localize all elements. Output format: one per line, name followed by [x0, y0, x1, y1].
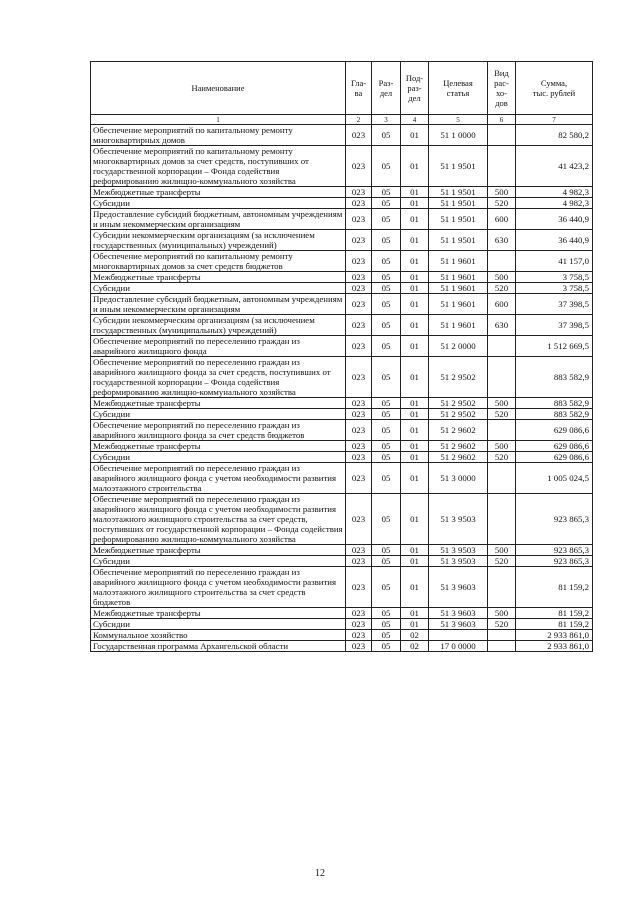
row-razdel: 05 [372, 630, 401, 641]
row-expense-type: 520 [488, 198, 516, 209]
row-amount: 923 865,3 [516, 494, 593, 545]
row-podrazdel: 01 [401, 315, 429, 336]
row-target-article: 51 1 9501 [429, 146, 488, 187]
row-glava: 023 [346, 294, 372, 315]
row-glava: 023 [346, 567, 372, 608]
row-glava: 023 [346, 441, 372, 452]
row-glava: 023 [346, 198, 372, 209]
row-amount: 41 157,0 [516, 251, 593, 272]
row-name: Обеспечение мероприятий по переселению граждан из аварийного жилищного фонда за счет средств, поступивших от государственной корпорации – Фонда содействия реформированию жилищно-коммунального хозяйства [91, 357, 346, 398]
table-row [91, 198, 593, 209]
row-podrazdel: 01 [401, 545, 429, 556]
row-expense-type: 500 [488, 545, 516, 556]
row-glava: 023 [346, 357, 372, 398]
row-target-article: 51 1 9601 [429, 272, 488, 283]
row-razdel: 05 [372, 209, 401, 230]
table-row [91, 398, 593, 409]
row-glava: 023 [346, 556, 372, 567]
row-name: Обеспечение мероприятий по переселению граждан из аварийного жилищного фонда с учетом необходимости развития малоэтажного строительства [91, 463, 346, 494]
row-razdel: 05 [372, 409, 401, 420]
table-row [91, 641, 593, 652]
row-target-article: 51 2 9502 [429, 409, 488, 420]
row-razdel: 05 [372, 545, 401, 556]
table-row [91, 608, 593, 619]
row-name: Обеспечение мероприятий по капитальному ремонту многоквартирных домов за счет средств бюджетов [91, 251, 346, 272]
header-target-article: Целевая статья [429, 62, 488, 115]
row-razdel: 05 [372, 556, 401, 567]
row-podrazdel: 01 [401, 619, 429, 630]
row-glava: 023 [346, 494, 372, 545]
row-target-article: 51 2 9602 [429, 452, 488, 463]
row-expense-type: 600 [488, 294, 516, 315]
row-amount: 37 398,5 [516, 315, 593, 336]
row-expense-type: 630 [488, 230, 516, 251]
row-glava: 023 [346, 125, 372, 146]
row-podrazdel: 01 [401, 294, 429, 315]
row-podrazdel: 01 [401, 198, 429, 209]
row-target-article: 51 1 0000 [429, 125, 488, 146]
row-podrazdel: 01 [401, 230, 429, 251]
row-amount: 2 933 861,0 [516, 630, 593, 641]
table-row [91, 567, 593, 608]
table-row [91, 146, 593, 187]
row-target-article: 51 2 9502 [429, 357, 488, 398]
row-amount: 36 440,9 [516, 230, 593, 251]
row-expense-type: 520 [488, 283, 516, 294]
row-podrazdel: 01 [401, 283, 429, 294]
row-podrazdel: 01 [401, 420, 429, 441]
row-razdel: 05 [372, 494, 401, 545]
row-razdel: 05 [372, 608, 401, 619]
table-row [91, 125, 593, 146]
row-glava: 023 [346, 619, 372, 630]
row-amount: 629 086,6 [516, 452, 593, 463]
row-name: Субсидии [91, 556, 346, 567]
row-podrazdel: 01 [401, 398, 429, 409]
row-amount: 81 159,2 [516, 608, 593, 619]
row-expense-type [488, 146, 516, 187]
row-expense-type: 500 [488, 398, 516, 409]
table-row [91, 315, 593, 336]
table-row [91, 272, 593, 283]
column-number: 1 [91, 115, 346, 125]
row-expense-type [488, 463, 516, 494]
row-amount: 629 086,6 [516, 420, 593, 441]
row-glava: 023 [346, 641, 372, 652]
row-podrazdel: 01 [401, 409, 429, 420]
budget-table [90, 61, 593, 652]
row-expense-type: 520 [488, 409, 516, 420]
row-glava: 023 [346, 452, 372, 463]
row-expense-type: 520 [488, 452, 516, 463]
row-podrazdel: 01 [401, 556, 429, 567]
table-row [91, 630, 593, 641]
header-expense-type: Вид рас- хо- дов [488, 62, 516, 115]
table-row [91, 494, 593, 545]
row-glava: 023 [346, 146, 372, 187]
row-name: Межбюджетные трансферты [91, 545, 346, 556]
row-expense-type [488, 336, 516, 357]
row-amount: 82 580,2 [516, 125, 593, 146]
row-razdel: 05 [372, 357, 401, 398]
row-target-article: 51 1 9601 [429, 251, 488, 272]
row-razdel: 05 [372, 187, 401, 198]
row-expense-type [488, 251, 516, 272]
row-target-article: 51 1 9501 [429, 230, 488, 251]
row-target-article: 51 2 9502 [429, 398, 488, 409]
row-name: Межбюджетные трансферты [91, 608, 346, 619]
header-podrazdel: Под- раз- дел [401, 62, 429, 115]
row-podrazdel: 01 [401, 251, 429, 272]
column-number: 3 [372, 115, 401, 125]
table-row [91, 420, 593, 441]
row-razdel: 05 [372, 398, 401, 409]
row-glava: 023 [346, 251, 372, 272]
row-name: Субсидии некоммерческим организациям (за исключением государственных (муниципальных) учреждений) [91, 315, 346, 336]
row-amount: 2 933 861,0 [516, 641, 593, 652]
row-amount: 923 865,3 [516, 545, 593, 556]
row-razdel: 05 [372, 315, 401, 336]
row-podrazdel: 01 [401, 336, 429, 357]
row-expense-type [488, 641, 516, 652]
row-glava: 023 [346, 272, 372, 283]
table-row [91, 409, 593, 420]
row-amount: 81 159,2 [516, 567, 593, 608]
row-target-article: 51 2 9602 [429, 441, 488, 452]
row-name: Обеспечение мероприятий по переселению граждан из аварийного жилищного фонда с учетом необходимости развития малоэтажного жилищного строительства за счет средств бюджетов [91, 567, 346, 608]
column-number: 4 [401, 115, 429, 125]
header-row [91, 62, 593, 115]
row-name: Обеспечение мероприятий по капитальному ремонту многоквартирных домов [91, 125, 346, 146]
row-glava: 023 [346, 409, 372, 420]
row-name: Межбюджетные трансферты [91, 187, 346, 198]
row-amount: 3 758,5 [516, 283, 593, 294]
row-podrazdel: 01 [401, 441, 429, 452]
row-name: Субсидии [91, 452, 346, 463]
row-amount: 41 423,2 [516, 146, 593, 187]
row-expense-type [488, 494, 516, 545]
row-razdel: 05 [372, 125, 401, 146]
column-number-row [91, 115, 593, 125]
row-expense-type [488, 567, 516, 608]
header-glava: Гла- ва [346, 62, 372, 115]
row-name: Субсидии [91, 409, 346, 420]
row-razdel: 05 [372, 463, 401, 494]
table-row [91, 230, 593, 251]
column-number: 7 [516, 115, 593, 125]
row-podrazdel: 01 [401, 567, 429, 608]
row-podrazdel: 01 [401, 463, 429, 494]
row-name: Обеспечение мероприятий по капитальному ремонту многоквартирных домов за счет средств, поступивших от государственной корпорации – Фонда содействия реформированию жилищно-коммунального хозяйства [91, 146, 346, 187]
row-glava: 023 [346, 230, 372, 251]
row-name: Межбюджетные трансферты [91, 441, 346, 452]
row-podrazdel: 01 [401, 146, 429, 187]
row-amount: 883 582,9 [516, 357, 593, 398]
row-razdel: 05 [372, 230, 401, 251]
row-amount: 629 086,6 [516, 441, 593, 452]
row-expense-type: 600 [488, 209, 516, 230]
row-expense-type: 500 [488, 608, 516, 619]
page-number: 12 [315, 868, 325, 879]
row-amount: 1 005 024,5 [516, 463, 593, 494]
row-razdel: 05 [372, 336, 401, 357]
row-name: Межбюджетные трансферты [91, 398, 346, 409]
table-row [91, 336, 593, 357]
row-glava: 023 [346, 315, 372, 336]
row-podrazdel: 01 [401, 452, 429, 463]
table-row [91, 357, 593, 398]
row-razdel: 05 [372, 619, 401, 630]
column-number: 2 [346, 115, 372, 125]
row-razdel: 05 [372, 452, 401, 463]
row-target-article: 51 1 9601 [429, 283, 488, 294]
row-amount: 923 865,3 [516, 556, 593, 567]
row-razdel: 05 [372, 283, 401, 294]
header-amount: Сумма, тыс. рублей [516, 62, 593, 115]
row-expense-type: 500 [488, 272, 516, 283]
row-target-article: 51 1 9501 [429, 187, 488, 198]
row-razdel: 05 [372, 251, 401, 272]
row-glava: 023 [346, 283, 372, 294]
row-name: Обеспечение мероприятий по переселению граждан из аварийного жилищного фонда за счет средств бюджетов [91, 420, 346, 441]
table-row [91, 251, 593, 272]
row-amount: 37 398,5 [516, 294, 593, 315]
column-number: 6 [488, 115, 516, 125]
row-expense-type [488, 420, 516, 441]
table-row [91, 209, 593, 230]
table-body [91, 125, 593, 652]
header-name: Наименование [91, 62, 346, 115]
table-row [91, 556, 593, 567]
row-glava: 023 [346, 545, 372, 556]
row-expense-type [488, 125, 516, 146]
row-glava: 023 [346, 420, 372, 441]
table-row [91, 294, 593, 315]
row-podrazdel: 02 [401, 630, 429, 641]
row-expense-type: 500 [488, 441, 516, 452]
table-row [91, 441, 593, 452]
row-target-article: 51 3 9603 [429, 567, 488, 608]
row-podrazdel: 01 [401, 125, 429, 146]
row-podrazdel: 01 [401, 357, 429, 398]
row-target-article [429, 630, 488, 641]
row-target-article: 17 0 0000 [429, 641, 488, 652]
row-glava: 023 [346, 398, 372, 409]
row-name: Субсидии некоммерческим организациям (за исключением государственных (муниципальных) учреждений) [91, 230, 346, 251]
row-razdel: 05 [372, 198, 401, 209]
row-name: Межбюджетные трансферты [91, 272, 346, 283]
row-name: Предоставление субсидий бюджетным, автономным учреждениям и иным некоммерческим организациям [91, 294, 346, 315]
row-amount: 883 582,9 [516, 398, 593, 409]
header-razdel: Раз- дел [372, 62, 401, 115]
row-target-article: 51 3 9503 [429, 556, 488, 567]
row-podrazdel: 02 [401, 641, 429, 652]
row-expense-type: 500 [488, 187, 516, 198]
row-target-article: 51 3 9603 [429, 619, 488, 630]
row-glava: 023 [346, 336, 372, 357]
row-expense-type: 630 [488, 315, 516, 336]
table-row [91, 452, 593, 463]
row-podrazdel: 01 [401, 608, 429, 619]
row-amount: 3 758,5 [516, 272, 593, 283]
row-podrazdel: 01 [401, 272, 429, 283]
row-target-article: 51 3 9503 [429, 545, 488, 556]
row-expense-type: 520 [488, 619, 516, 630]
row-target-article: 51 3 0000 [429, 463, 488, 494]
row-target-article: 51 3 9603 [429, 608, 488, 619]
row-razdel: 05 [372, 641, 401, 652]
row-podrazdel: 01 [401, 494, 429, 545]
row-glava: 023 [346, 209, 372, 230]
row-podrazdel: 01 [401, 187, 429, 198]
row-razdel: 05 [372, 294, 401, 315]
row-amount: 4 982,3 [516, 187, 593, 198]
row-razdel: 05 [372, 146, 401, 187]
table-row [91, 463, 593, 494]
table-row [91, 545, 593, 556]
row-target-article: 51 2 0000 [429, 336, 488, 357]
row-amount: 36 440,9 [516, 209, 593, 230]
row-amount: 883 582,9 [516, 409, 593, 420]
row-razdel: 05 [372, 272, 401, 283]
row-name: Субсидии [91, 198, 346, 209]
row-name: Субсидии [91, 283, 346, 294]
row-name: Обеспечение мероприятий по переселению граждан из аварийного жилищного фонда с учетом необходимости развития малоэтажного жилищного строительства за счет средств, поступивших от государственной корпорации – Фонда содействия реформированию жилищно-коммунального хозяйства [91, 494, 346, 545]
row-name: Коммунальное хозяйство [91, 630, 346, 641]
row-amount: 4 982,3 [516, 198, 593, 209]
row-glava: 023 [346, 630, 372, 641]
row-name: Субсидии [91, 619, 346, 630]
row-amount: 81 159,2 [516, 619, 593, 630]
row-expense-type [488, 357, 516, 398]
row-target-article: 51 1 9601 [429, 315, 488, 336]
row-glava: 023 [346, 608, 372, 619]
row-expense-type: 520 [488, 556, 516, 567]
table-row [91, 187, 593, 198]
row-target-article: 51 3 9503 [429, 494, 488, 545]
row-name: Предоставление субсидий бюджетным, автономным учреждениям и иным некоммерческим организациям [91, 209, 346, 230]
row-razdel: 05 [372, 567, 401, 608]
row-target-article: 51 2 9602 [429, 420, 488, 441]
row-glava: 023 [346, 463, 372, 494]
row-glava: 023 [346, 187, 372, 198]
row-target-article: 51 1 9501 [429, 209, 488, 230]
row-podrazdel: 01 [401, 209, 429, 230]
column-number: 5 [429, 115, 488, 125]
row-razdel: 05 [372, 441, 401, 452]
row-name: Обеспечение мероприятий по переселению граждан из аварийного жилищного фонда [91, 336, 346, 357]
row-name: Государственная программа Архангельской области [91, 641, 346, 652]
table-row [91, 619, 593, 630]
row-expense-type [488, 630, 516, 641]
row-razdel: 05 [372, 420, 401, 441]
row-target-article: 51 1 9501 [429, 198, 488, 209]
table-row [91, 283, 593, 294]
row-amount: 1 512 669,5 [516, 336, 593, 357]
row-target-article: 51 1 9601 [429, 294, 488, 315]
